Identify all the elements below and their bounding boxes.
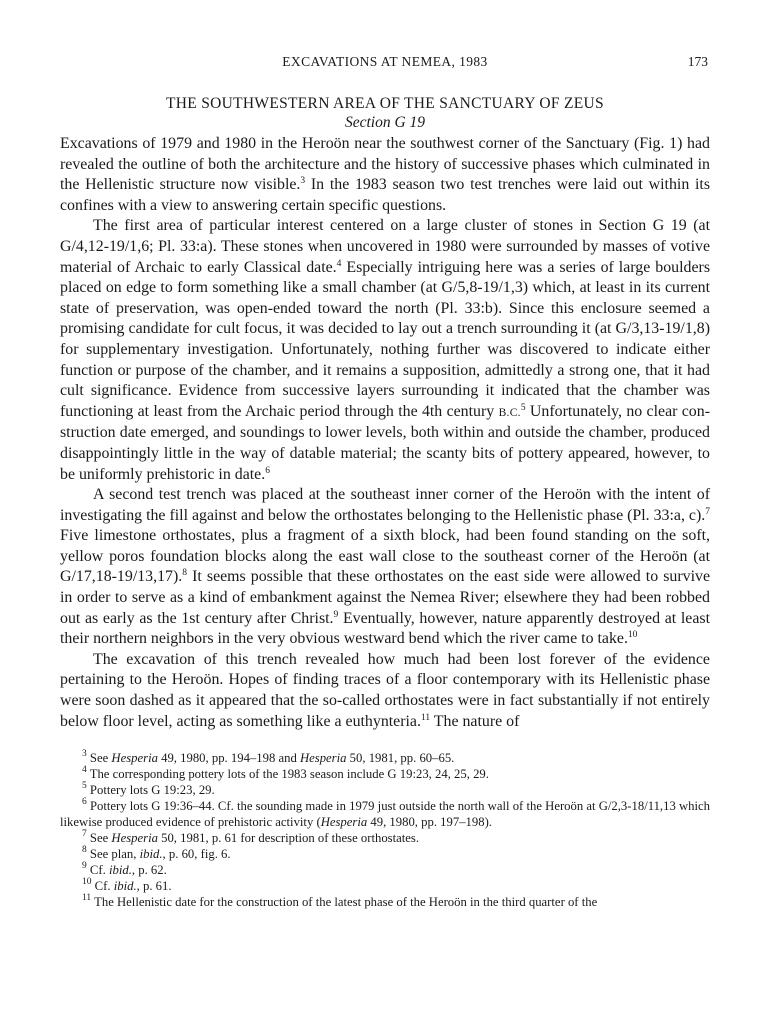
- footnote-number: 9: [82, 861, 87, 872]
- footnote-number: 6: [82, 797, 87, 808]
- footnote-text: 49, 1980, pp. 194–198 and: [157, 751, 300, 766]
- footnote-text: See plan,: [86, 847, 140, 862]
- footnote-ref: 6: [265, 465, 270, 476]
- footnote-number: 3: [82, 749, 87, 760]
- footnote-text: , p. 60, fig. 6.: [162, 847, 231, 862]
- text-run: The nature of: [430, 712, 520, 730]
- paragraph-3: [60, 485, 710, 650]
- footnote-text: , p. 61.: [136, 879, 172, 894]
- footnote-text: 50, 1981, pp. 60–65.: [346, 751, 455, 766]
- footnote-ref: 3: [300, 176, 306, 187]
- footnote: [60, 750, 710, 766]
- footnote-number: 7: [82, 829, 87, 840]
- footnote-ref: 10: [627, 630, 638, 641]
- footnote-text: , p. 62.: [131, 863, 167, 878]
- footnote-ref: 8: [182, 568, 188, 579]
- footnote: [60, 766, 710, 782]
- text-run: Eventually, however, nature apparently destroyed at least their northern neighbors in the very obvious westward bend which the river came to take.: [60, 609, 711, 648]
- footnotes: [60, 750, 710, 910]
- footnote-text: The corresponding pottery lots of the 1983 season include G 19:23, 24, 25, 29.: [86, 767, 489, 782]
- footnote: [60, 830, 710, 846]
- paragraph-2: [60, 216, 710, 485]
- era-abbreviation: B.C.: [498, 406, 521, 419]
- text-run: Especially intriguing here was a series of large boulders placed on edge to form something like a small chamber (at G/5,8-19/1,3) which, at least in its current state of preservation, was open-ended toward the north (Pl. 33:b). Since this enclosure seemed a promising candidate for cult focus, it was decided to lay out a trench surrounding it (at G/3,13-19/1,8) for supplementary investigation. Unfortunately, nothing further was discovered to indicate either function or purpose of the chamber, and it remains a supposition, admittedly a strong one, that it had cult significance. Evidence from successive layers surrounding it indicated that the chamber was functioning at least from the Archaic period through the 4th century: [60, 258, 711, 420]
- footnote: [60, 894, 710, 910]
- footnote-number: 5: [82, 781, 87, 792]
- text-run: In the 1983 season two test trenches were laid out within its confines with a view to answering certain specific questions.: [60, 176, 710, 214]
- footnote-ref: 7: [705, 506, 710, 517]
- footnote-italic: Hesperia: [299, 751, 347, 766]
- page: [60, 50, 710, 910]
- footnote-text: See: [86, 831, 112, 846]
- footnote-text: The Hellenistic date for the construction of the latest phase of the Heroön in the third quarter of the: [91, 895, 598, 910]
- footnote-italic: Hesperia: [320, 815, 368, 830]
- footnote-ref: 5: [520, 402, 526, 413]
- text-run: Excavations of 1979 and 1980 in the Heroön near the southwest corner of the Sanctuary (Fig. 1) had revealed the outline of both the architecture and the history of successive phases which culminated in the Hellenistic structure now visible.: [60, 135, 710, 194]
- footnote-text: Cf.: [86, 863, 109, 878]
- footnote-ref: 4: [336, 258, 342, 269]
- footnote-text: 50, 1981, p. 61 for description of these orthostates.: [157, 831, 420, 846]
- footnote: [60, 846, 710, 862]
- footnote-text: Pottery lots G 19:23, 29.: [86, 783, 215, 798]
- footnote: [60, 878, 710, 894]
- footnote-text: Cf.: [91, 879, 114, 894]
- main-text: [60, 134, 710, 732]
- footnote-ref: 9: [333, 609, 339, 620]
- footnote-ref: 11: [420, 712, 431, 723]
- footnote-italic: Hesperia: [111, 831, 158, 846]
- footnote-italic: ibid.: [113, 879, 137, 894]
- text-run: A second test trench was placed at the southeast inner corner of the Heroön with the intent of investigating the fill against and below the orthostates belonging to the Hellenistic phase (Pl. 33:a, c).: [60, 486, 710, 524]
- text-run: Five limestone orthostates, plus a fragment of a sixth block, had been found standing on the soft, yellow poros foundation blocks along the east wall close to the southeast corner of the Heroön (at G/17,18-19/13,17).: [60, 527, 710, 586]
- footnote-number: 4: [82, 765, 87, 776]
- text-run: The first area of particular interest centered on a large cluster of stones in Section G 19 (at G/4,12-19/1,6; Pl. 33:a). These stones when uncovered in 1980 were surrounded by masses of votive material of Archaic to early Classical date.: [60, 217, 710, 276]
- footnote-number: 8: [82, 845, 87, 856]
- paragraph-4: [60, 650, 710, 732]
- text-run: The excavation of this trench revealed how much had been lost forever of the evidence pertaining to the Heroön. Hopes of finding traces of a floor contemporary with its Hellenistic phase were soon dashed as it appeared that the so-called orthostates were in fact substantially if not entirely below floor level, acting as something like a euthynteria.: [60, 650, 710, 730]
- paragraph-1: [60, 134, 710, 216]
- footnote-italic: Hesperia: [111, 751, 158, 766]
- footnote-text: See: [86, 751, 112, 766]
- footnote-number: 11: [82, 893, 92, 904]
- text-run: It seems possible that these orthostates on the east side were allowed to survive in order to serve as a kind of embankment against the Nemea River; elsewhere they had been robbed out as early as the 1st century after Christ.: [60, 568, 710, 627]
- footnote: [60, 798, 710, 830]
- page-number: 173: [687, 54, 708, 69]
- running-title: EXCAVATIONS AT NEMEA, 1983: [282, 54, 488, 69]
- running-header: [60, 50, 710, 74]
- footnote: [60, 862, 710, 878]
- footnote-italic: ibid.: [108, 863, 132, 878]
- footnote-italic: ibid.: [139, 847, 163, 862]
- footnote-text: 49, 1980, pp. 197–198).: [367, 815, 492, 830]
- text-run: Unfortunately, no clear construction date emerged, and soundings to lower levels, both within and outside the chamber, produced disappointingly little in the way of datable material; the scanty bits of pottery appeared, however, to be uniformly prehistoric in date.: [60, 402, 710, 483]
- footnote-text: Pottery lots G 19:36–44. Cf. the sounding made in 1979 just outside the north wall of the Heroön at G/2,3-18/11,13 which likewise produced evidence of prehistoric activity (: [60, 799, 710, 830]
- footnote-number: 10: [82, 877, 92, 888]
- footnote: [60, 782, 710, 798]
- section-subtitle: Section G 19: [344, 114, 426, 131]
- section-title: THE SOUTHWESTERN AREA OF THE SANCTUARY OF ZEUS: [166, 95, 604, 112]
